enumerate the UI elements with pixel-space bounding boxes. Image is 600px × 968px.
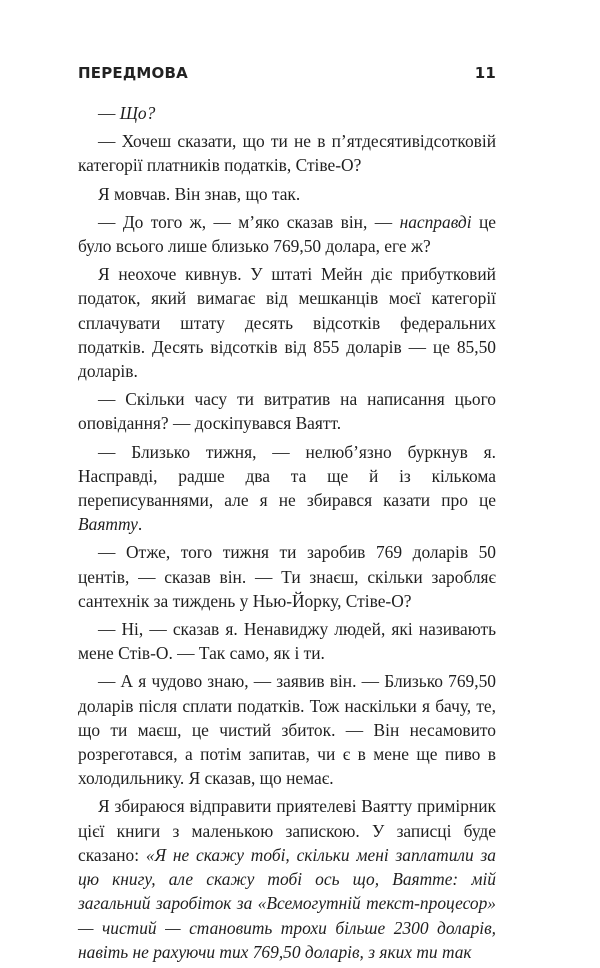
text-run: — Отже, того тижня ти заробив 769 доларів 50 центів, — сказав він. — Ти знаєш, скільки заробляє сантехнік за тиждень у Нью-Йорку, Стіве-О? bbox=[78, 542, 496, 611]
text-run: — А я чудово знаю, — заявив він. — Близько 769,50 доларів після сплати податків. Тож наскільки я бачу, те, що ти маєш, це чистий збиток. — Він несамовито розреготався, а потім запитав, чи є в мене ще пиво в холодильнику. Я сказав, що немає. bbox=[78, 671, 496, 789]
text-run: це було всього лише близько 769,50 долара, еге ж? bbox=[78, 211, 496, 257]
page-number: 11 bbox=[474, 64, 496, 82]
paragraph bbox=[78, 387, 496, 435]
text-run: — До того ж, — м’яко сказав він, — bbox=[98, 211, 400, 232]
italic-text: Ваятту bbox=[78, 514, 138, 535]
paragraph bbox=[78, 540, 496, 613]
text-run: Я мовчав. Він знав, що так. bbox=[98, 183, 301, 204]
text-run: . bbox=[137, 514, 143, 535]
paragraph bbox=[78, 262, 496, 383]
text-run: Я збираюся відправити приятелеві Ваятту примірник цієї книги з маленькою запискою. У записці буде сказано: bbox=[78, 796, 496, 865]
paragraph bbox=[78, 794, 496, 963]
italic-text: Що? bbox=[119, 103, 156, 123]
paragraph bbox=[78, 440, 496, 537]
paragraph bbox=[78, 129, 496, 177]
text-run: — Хочеш сказати, що ти не в п’ятдесятивідсотковій категорії платників податків, Стіве-О? bbox=[78, 131, 496, 176]
paragraph bbox=[78, 101, 496, 125]
running-header bbox=[78, 64, 496, 82]
text-run: — Скільки часу ти витратив на написання цього оповідання? — доскіпувався Ваятт. bbox=[78, 389, 496, 434]
section-title: ПЕРЕДМОВА bbox=[78, 64, 188, 82]
paragraph bbox=[78, 669, 496, 790]
text-run: — Близько тижня, — нелюб’язно буркнув я. Насправді, радше два та ще й із кількома переписуваннями, але я не збирався казати про це bbox=[78, 441, 496, 511]
text-run: — Ні, — сказав я. Ненавиджу людей, які називають мене Стів-О. — Так само, як і ти. bbox=[78, 619, 496, 664]
body-text bbox=[78, 101, 496, 968]
paragraph bbox=[78, 210, 496, 258]
paragraph bbox=[78, 617, 496, 665]
paragraph bbox=[78, 182, 496, 206]
text-run: — bbox=[98, 103, 120, 123]
italic-text: насправді bbox=[399, 211, 472, 232]
italic-text: «Я не скажу тобі, скільки мені заплатили за цю книгу, але скажу тобі ось що, Ваятте: мій загальний заробіток за «Всемогутній текст-процесор» — чистий — становить трохи більше 2300 доларів, навіть не рахуючи тих 769,50 доларів, з яких ти так bbox=[78, 844, 496, 962]
text-run: Я неохоче кивнув. У штаті Мейн діє прибутковий податок, який вимагає від мешканців моєї категорії сплачувати штату десять відсотків федеральних податків. Десять відсотків від 855 доларів — це 85,50 доларів. bbox=[78, 264, 496, 382]
